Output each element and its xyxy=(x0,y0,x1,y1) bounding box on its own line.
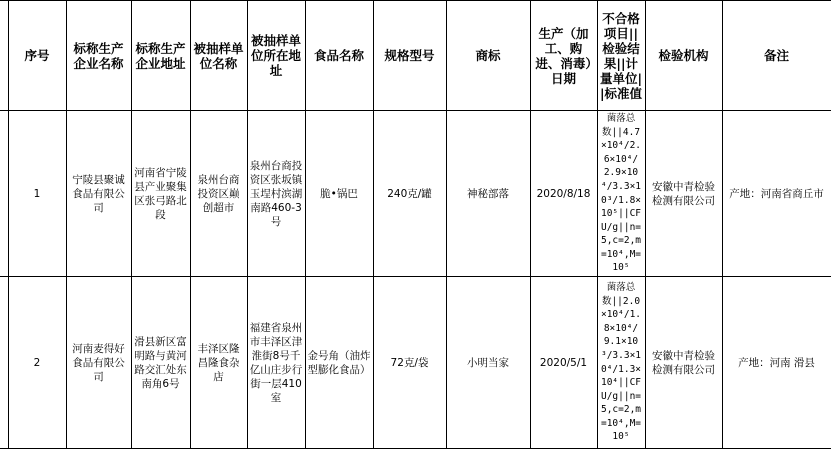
cell-inspection-agency: 安徽中青检验检测有限公司 xyxy=(645,111,722,277)
cell-spec: 72克/袋 xyxy=(373,277,446,449)
cell-remarks: 产地：河南 滑县 xyxy=(722,277,831,449)
cell-remarks: 产地：河南省商丘市 xyxy=(722,111,831,277)
header-producer-address: 标称生产企业地址 xyxy=(131,1,190,111)
cell-producer-address: 河南省宁陵县产业聚集区张弓路北段 xyxy=(131,111,190,277)
header-producer-name: 标称生产企业名称 xyxy=(66,1,131,111)
cell-serial-number: 2 xyxy=(8,277,66,449)
cell-food-name: 脆•锅巴 xyxy=(305,111,373,277)
cell-producer-name: 河南麦得好食品有限公司 xyxy=(66,277,131,449)
cell-failed-item-standard: 菌落总数||2.0×10⁴/1.8×10⁴/9.1×10³/3.3×10⁴/1.3×10⁴||CFU/g||n=5,c=2,m=10⁴,M=10⁵ xyxy=(597,277,645,449)
header-remarks: 备注 xyxy=(722,1,831,111)
cell-sampled-unit-name: 泉州台商投资区巅创超市 xyxy=(190,111,247,277)
header-serial-number: 序号 xyxy=(8,1,66,111)
cell-production-date: 2020/5/1 xyxy=(530,277,597,449)
cell-failed-item-standard: 菌落总数||4.7×10⁴/2.6×10⁴/2.9×10⁴/3.3×10³/1.8×10⁵||CFU/g||n=5,c=2,m=10⁴,M=10⁵ xyxy=(597,111,645,277)
cell-sampled-unit-address: 泉州台商投资区张坂镇玉埕村滨湖南路460-3号 xyxy=(247,111,305,277)
cell-food-name: 金号角（油炸型膨化食品） xyxy=(305,277,373,449)
header-row xyxy=(0,1,831,111)
header-production-date: 生产（加工、购进、消毒）日期 xyxy=(530,1,597,111)
header-spec: 规格型号 xyxy=(373,1,446,111)
cell-producer-address: 滑县新区富明路与黄河路交汇处东南角6号 xyxy=(131,277,190,449)
table-row xyxy=(0,277,831,449)
header-sampled-unit-name: 被抽样单位名称 xyxy=(190,1,247,111)
header-sampled-unit-address: 被抽样单位所在地址 xyxy=(247,1,305,111)
header-brand: 商标 xyxy=(446,1,530,111)
header-food-name: 食品名称 xyxy=(305,1,373,111)
cell-brand: 小明当家 xyxy=(446,277,530,449)
cell-spec: 240克/罐 xyxy=(373,111,446,277)
header-inspection-agency: 检验机构 xyxy=(645,1,722,111)
table-row xyxy=(0,111,831,277)
cell-serial-number: 1 xyxy=(8,111,66,277)
row-header-gutter xyxy=(0,1,8,111)
cell-brand: 神秘部落 xyxy=(446,111,530,277)
header-failed-item-standard: 不合格项目||检验结果||计量单位||标准值 xyxy=(597,1,645,111)
cell-sampled-unit-name: 丰泽区隆昌隆食杂店 xyxy=(190,277,247,449)
cell-production-date: 2020/8/18 xyxy=(530,111,597,277)
row-header-gutter xyxy=(0,111,8,277)
cell-producer-name: 宁陵县聚诚食品有限公司 xyxy=(66,111,131,277)
cell-sampled-unit-address: 福建省泉州市丰泽区津淮街8号千亿山庄步行街一层410室 xyxy=(247,277,305,449)
row-header-gutter xyxy=(0,277,8,449)
cell-inspection-agency: 安徽中青检验检测有限公司 xyxy=(645,277,722,449)
